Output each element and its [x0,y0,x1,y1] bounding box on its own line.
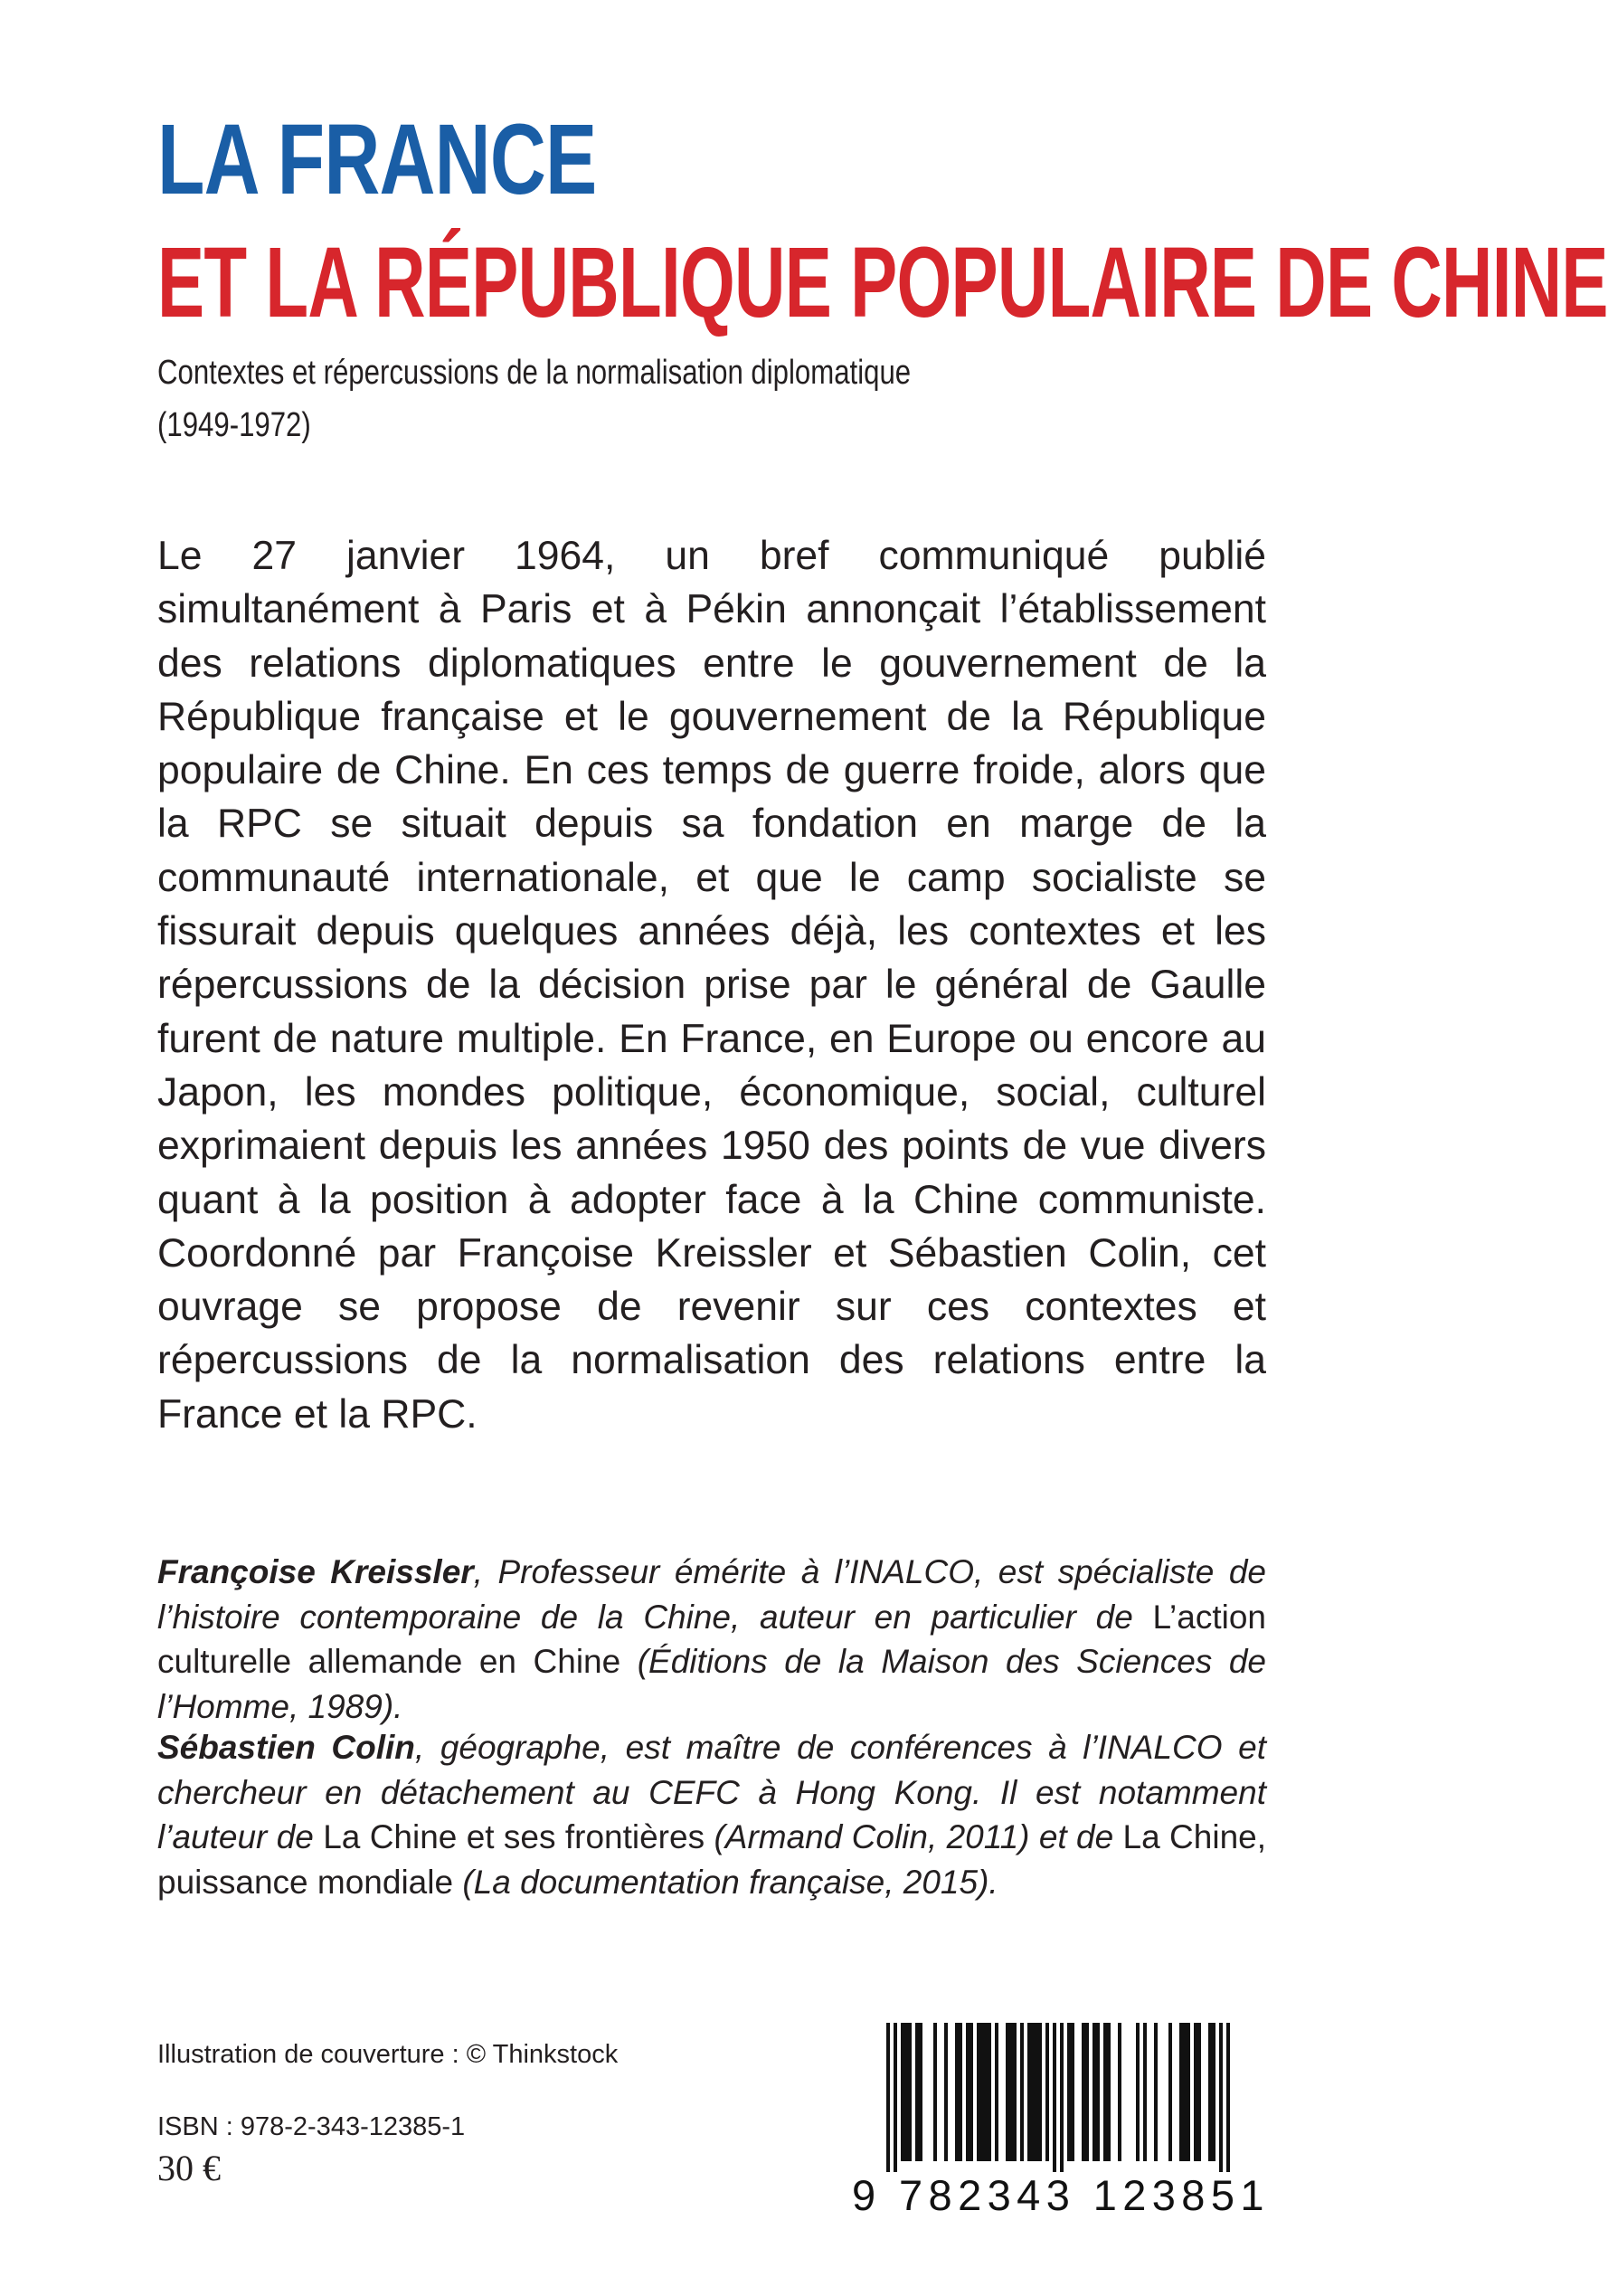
barcode-bar [915,2023,922,2161]
barcode-bar [1045,2023,1049,2161]
bio-text: , Professeur émérite à l’INALCO, est spécialiste de l’histoire contemporaine de la Chine, auteur en particulier de [157,1553,1266,1636]
barcode-bar [1118,2023,1121,2161]
barcode-bars [850,2023,1266,2172]
barcode-bar [1092,2023,1100,2161]
barcode-bar [894,2023,897,2172]
summary-paragraph: Le 27 janvier 1964, un bref communiqué publié simultanément à Paris et à Pékin annonçait l’établissement des relations diplomatiques entre le gouvernement de la République française et le gouvernement de la République populaire de Chine. En ces temps de guerre froide, alors que la RPC se situait depuis sa fondation en marge de la communauté internationale, et que le camp socialiste se fissurait depuis quelques années déjà, les contextes et les répercussions de la décision prise par le général de Gaulle furent de nature multiple. En France, en Europe ou encore au Japon, les mondes politique, économique, social, culturel exprimaient depuis les années 1950 des points de vue divers quant à la position à adopter face à la Chine communiste. Coordonné par Françoise Kreissler et Sébastien Colin, cet ouvrage se propose de revenir sur ces contextes et répercussions de la normalisation des relations entre la France et la RPC. [157,534,1266,1437]
author-bio-kreissler [157,1550,1266,1729]
barcode-bar [1154,2023,1158,2161]
book-title: L’action culturelle allemande en Chine [157,1598,1266,1680]
barcode-bar [1060,2023,1064,2172]
barcode-bar [1208,2023,1215,2161]
bio-text: (La documentation française, 2015). [453,1863,998,1901]
barcode-bar [944,2023,948,2161]
barcode-bar [966,2023,973,2161]
bio-text: (Éditions de la Maison des Sciences de l’Homme, 1989). [157,1643,1266,1725]
title-line-2: ET LA RÉPUBLIQUE POPULAIRE DE CHINE [157,227,1608,338]
bio-text: , géographe, est maître de conférences à l’INALCO et chercheur en détachement au CEFC à Hong Kong. Il est notamment l’auteur de [157,1729,1266,1855]
barcode-bar [901,2023,912,2161]
barcode-bar [1027,2023,1042,2161]
barcode-bar [1143,2023,1147,2161]
author-name: Sébastien Colin [157,1729,415,1766]
subtitle-dates: (1949-1972) [157,406,311,444]
price: 30 € [157,2148,221,2188]
barcode-bar [1179,2023,1190,2161]
barcode-bar [1168,2023,1172,2161]
barcode-bar [1136,2023,1140,2161]
subtitle: Contextes et répercussions de la normalisation diplomatique [157,354,912,392]
book-title: La Chine et ses frontières [323,1818,705,1855]
barcode-bar [1194,2023,1201,2161]
barcode-bar [955,2023,962,2161]
isbn: ISBN : 978-2-343-12385-1 [157,2112,466,2141]
author-name: Françoise Kreissler [157,1553,474,1590]
barcode-bar [1103,2023,1111,2161]
barcode-bar [886,2023,890,2172]
barcode-bar [1219,2023,1223,2172]
barcode-bar [1053,2023,1056,2172]
barcode-bar [933,2023,937,2161]
barcode [850,2023,1270,2220]
barcode-bar [995,2023,998,2161]
bio-text: (Armand Colin, 2011) et de [705,1818,1123,1855]
barcode-bar [977,2023,991,2161]
illustration-credit: Illustration de couverture : © Thinkstock [157,2040,619,2069]
barcode-bar [1067,2023,1074,2161]
barcode-bar [1082,2023,1089,2161]
title-line-1: LA FRANCE [157,104,597,215]
barcode-digits: 9 782343 123851 [852,2171,1270,2219]
barcode-bar [1006,2023,1017,2161]
barcode-bar [1226,2023,1230,2172]
book-title: La Chine, puissance mondiale [157,1818,1267,1901]
author-bio-colin [157,1725,1266,1904]
barcode-bar [1020,2023,1024,2161]
